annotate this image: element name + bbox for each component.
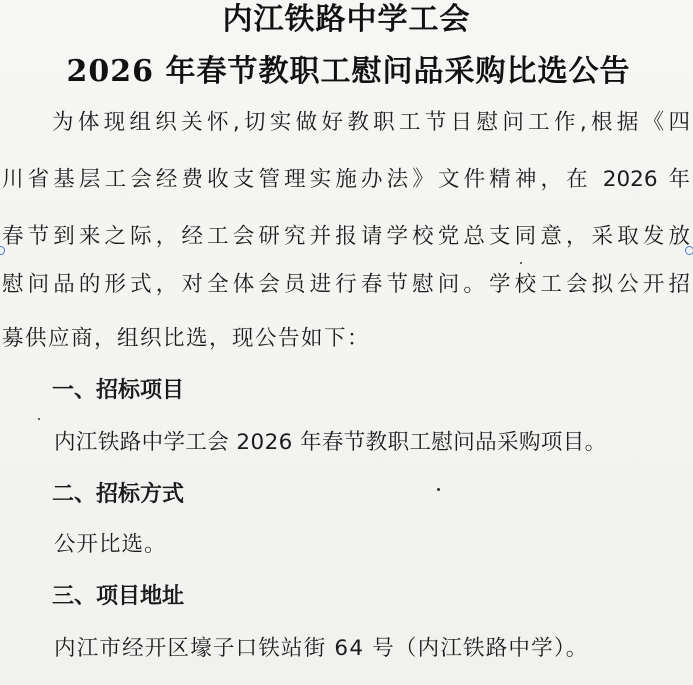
document-title-notice: 2026 年春节教职工慰问品采购比选公告 [66,54,631,89]
section-heading-method: 二、招标方式 [52,482,185,507]
section-heading-address: 三、项目地址 [52,584,185,609]
document-title-org: 内江铁路中学工会 [222,2,471,37]
section-body-project: 内江铁路中学工会 2026 年春节教职工慰问品采购项目。 [54,430,607,455]
scan-speck [520,262,522,264]
intro-line-2: 川省基层工会经费收支管理实施办法》文件精神，在 2026 年 [2,167,690,192]
section-body-method: 公开比选。 [54,532,167,557]
scan-speck [437,488,440,491]
margin-circle-mark [685,246,693,255]
intro-line-1: 为体现组织关怀,切实做好教职工节日慰问工作,根据《四 [52,110,690,135]
scan-speck [38,418,40,420]
intro-line-3: 春节到来之际，经工会研究并报请学校党总支同意，采取发放 [2,224,690,249]
section-body-address: 内江市经开区壕子口铁站街 64 号（内江铁路中学）。 [54,636,589,661]
intro-line-4: 慰问品的形式，对全体会员进行春节慰问。学校工会拟公开招 [2,272,690,297]
section-heading-project: 一、招标项目 [52,378,185,403]
margin-circle-mark [0,246,5,255]
intro-line-5: 募供应商，组织比选，现公告如下： [2,326,371,351]
